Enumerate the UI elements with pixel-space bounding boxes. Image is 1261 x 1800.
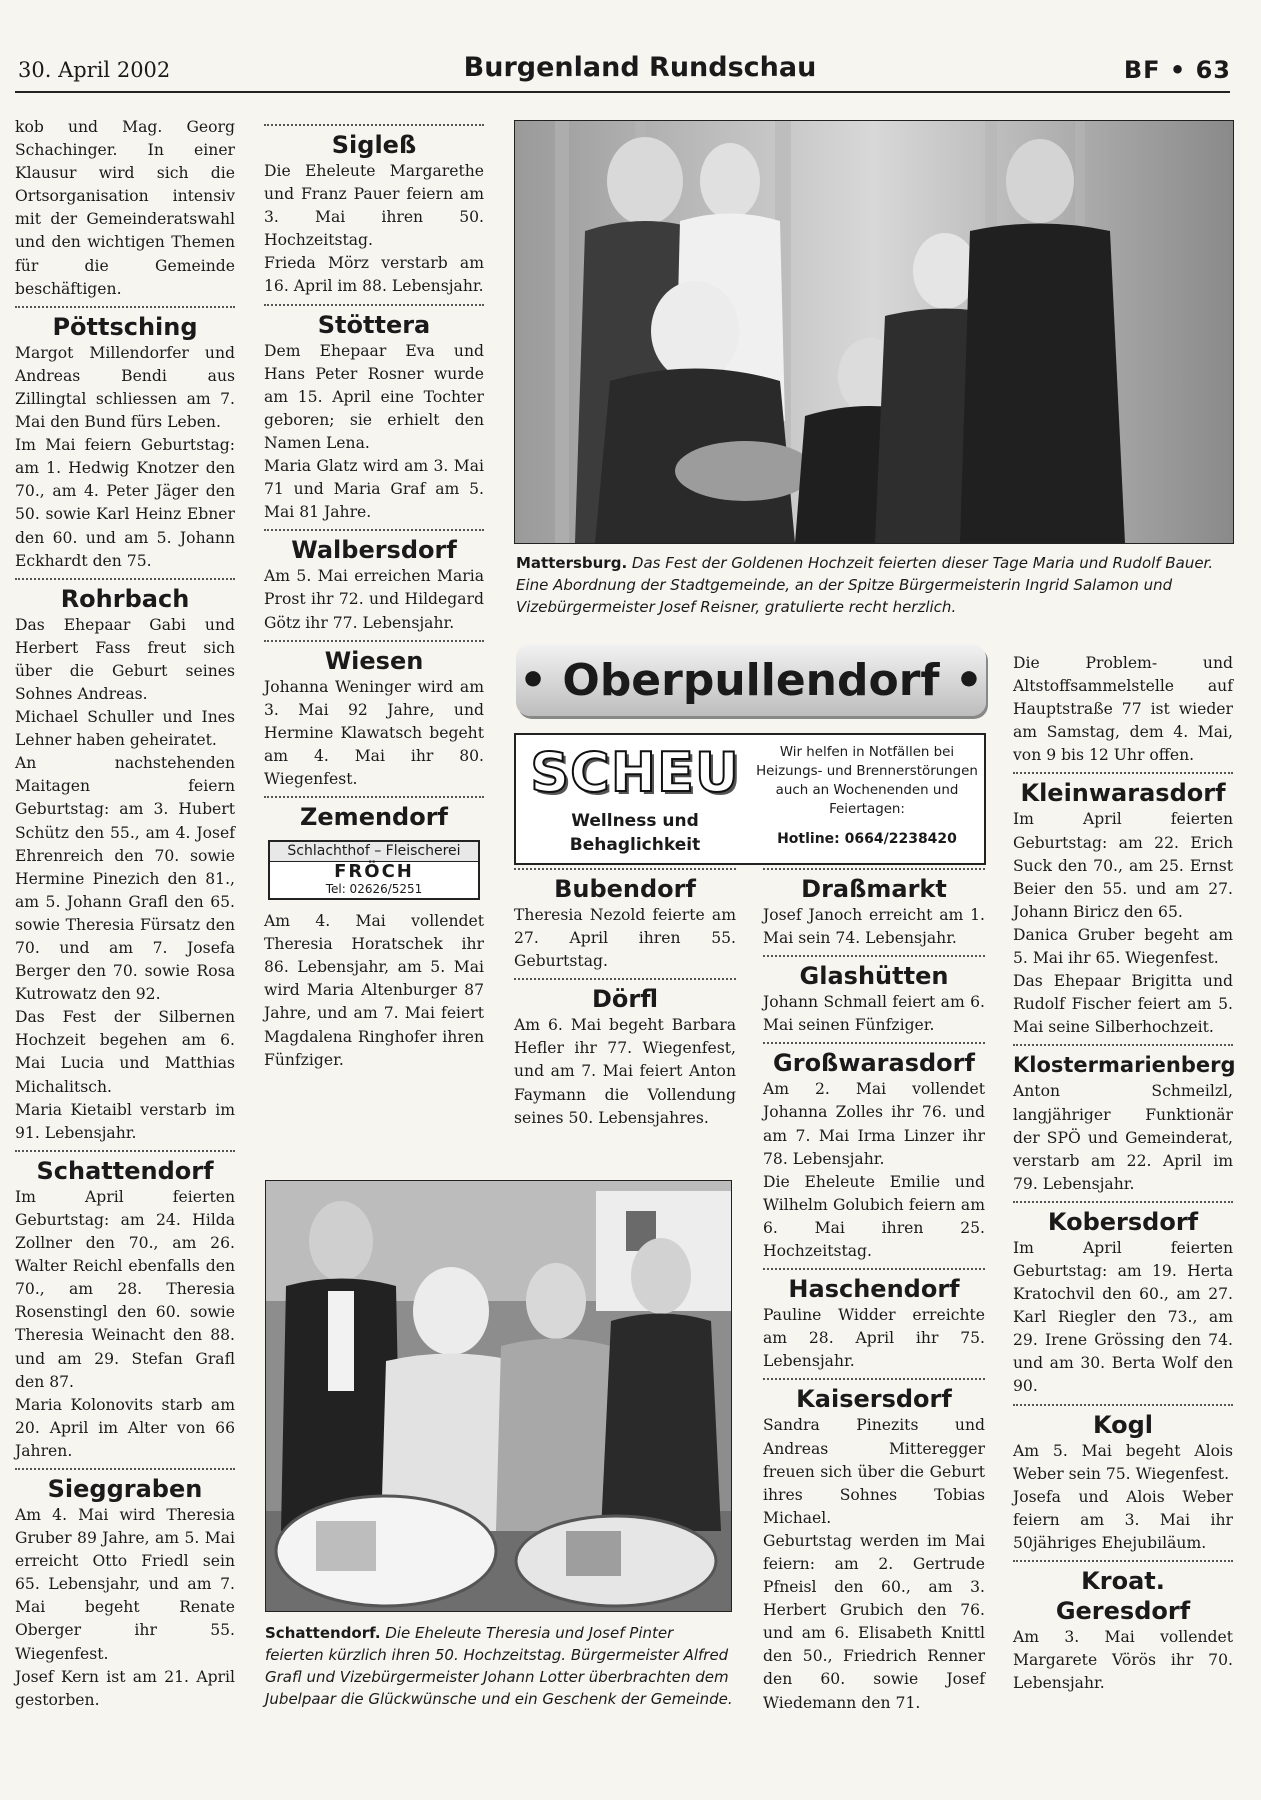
dotted-separator [264, 124, 484, 126]
article-text: Am 2. Mai vollendet Johanna Zolles ihr 76. und am 7. Mai Irma Linzer ihr 78. Lebensjahr. [763, 1080, 985, 1168]
dotted-separator [15, 1150, 235, 1152]
place-heading: Wiesen [324, 646, 424, 675]
dotted-separator [264, 304, 484, 306]
place-heading: Sieggraben [47, 1474, 203, 1503]
column-3 [514, 866, 736, 1130]
article-text: Josef Janoch erreicht am 1. Mai sein 74. Lebensjahr. [763, 906, 985, 948]
place-heading: Rohrbach [60, 584, 190, 613]
ad-phone: Tel: 02626/5251 [325, 882, 423, 897]
caption-text: Die Eheleute Theresia und Josef Pinter feierten kürzlich ihren 50. Hochzeitstag. Bürgermeister Alfred Grafl und Vizebürgermeister Johann Lotter überbrachten dem Jubelpaar die Glückwünsche und ein Geschenk der Gemeinde. [265, 1624, 733, 1708]
newspaper-title: Burgenland Rundschau [463, 52, 817, 83]
dotted-separator [1013, 1560, 1233, 1562]
dotted-separator [1013, 1404, 1233, 1406]
dotted-separator [763, 1268, 985, 1270]
scheu-logo: SCHEU [530, 741, 740, 804]
place-heading: Kogl [1092, 1410, 1154, 1439]
photo-image [266, 1181, 731, 1611]
column-5 [1013, 652, 1236, 1695]
article-text: Das Ehepaar Gabi und Herbert Fass freut sich über die Geburt seines Sohnes Andreas. [15, 615, 235, 703]
place-heading: Kaisersdorf [796, 1385, 952, 1414]
article-text: Im April feierten Geburtstag: am 19. Herta Kratochvil den 60., am 27. Karl Riegler den 73., am 29. Irene Grössing den 74. und am 30. Berta Wolf den 90. [1013, 1238, 1233, 1396]
photo-mattersburg [514, 120, 1234, 544]
article-text: Johann Schmall feiert am 6. Mai seinen Fünfziger. [763, 993, 985, 1035]
dotted-separator [15, 1468, 235, 1470]
article-text: Im Mai feiern Geburtstag: am 1. Hedwig Knotzer den 70., am 4. Peter Jäger den 50. sowie Karl Heinz Ebner den 60. und am 5. Johann Eckhardt den 75. [15, 436, 235, 570]
dotted-separator [1013, 1044, 1233, 1046]
column-4 [763, 866, 985, 1715]
article-text: Am 6. Mai begeht Barbara Hefler ihr 77. Wiegenfest, und am 7. Mai feiert Anton Faymann die Vollendung seines 50. Lebensjahres. [514, 1016, 736, 1127]
place-heading: Pöttsching [52, 312, 198, 341]
place-heading: Bubendorf [554, 875, 696, 903]
dotted-separator [514, 868, 736, 870]
place-heading: Sigleß [331, 131, 417, 159]
article-text: Im April feierten Geburtstag: am 22. Erich Suck den 70., am 25. Ernst Beier den 55. und am 27. Johann Biricz den 65. [1013, 810, 1233, 921]
photo-image [515, 121, 1233, 543]
article-text: Michael Schuller und Ines Lehner haben geheiratet. [15, 708, 235, 750]
place-heading: Dörfl [591, 985, 659, 1014]
article-text: Die Eheleute Emilie und Wilhelm Golubich feiern am 6. Mai ihren 25. Hochzeitstag. [763, 1172, 985, 1261]
article-text: Pauline Widder erreichte am 28. April ihr 75. Lebensjahr. [763, 1306, 985, 1371]
ad-brand: FRÖCH [334, 861, 414, 883]
photo-caption-schattendorf [265, 1622, 733, 1710]
dotted-separator [763, 955, 985, 957]
dotted-separator [15, 306, 235, 308]
dotted-separator [514, 978, 736, 980]
place-heading: Haschendorf [788, 1275, 960, 1304]
place-heading: Kroat. Geresdorf [1055, 1567, 1191, 1625]
dotted-separator [763, 1378, 985, 1380]
article-text: Die Eheleute Margarethe und Franz Pauer feiern am 3. Mai ihren 50. Hochzeitstag. [264, 162, 484, 250]
article-text: Im April feierten Geburtstag: am 24. Hilda Zollner den 70., am 26. Walter Reichl ebenfalls den 70., am 28. Theresia Rosenstingl den 60. sowie Theresia Weinacht den 88. und am 29. Stefan Grafl den 87. [15, 1187, 235, 1391]
article-text: Dem Ehepaar Eva und Hans Peter Rosner wurde am 15. April eine Tochter geboren; sie erhielt den Namen Lena. [264, 341, 484, 452]
place-heading: Großwarasdorf [773, 1049, 975, 1078]
dotted-separator [763, 1042, 985, 1044]
article-text: Die Problem- und Altstoffsammelstelle auf Hauptstraße 77 ist wieder am Samstag, dem 4. Mai, von 9 bis 12 Uhr offen. [1013, 654, 1233, 765]
dotted-separator [15, 578, 235, 580]
header-rule [15, 91, 1230, 93]
article-text: Margot Millendorfer und Andreas Bendi aus Zillingtal schliessen am 7. Mai den Bund fürs Leben. [15, 343, 235, 432]
article-text: Maria Kolonovits starb am 20. April im Alter von 66 Jahren. [15, 1395, 235, 1460]
article-text: Frieda Mörz verstarb am 16. April im 88. Lebensjahr. [264, 254, 484, 296]
article-text: Am 5. Mai begeht Alois Weber sein 75. Wiegenfest. [1013, 1441, 1233, 1483]
article-text: Geburtstag werden im Mai feiern: am 2. Gertrude Pfneisl den 60., am 3. Herbert Grubich den 76. und am 6. Elisabeth Knittl den 50., Friedrich Renner den 60. sowie Josef Wiedemann den 71. [763, 1531, 985, 1712]
article-text: Am 4. Mai wird Theresia Gruber 89 Jahre, am 5. Mai erreicht Otto Friedl sein 65. Lebensjahr, und am 7. Mai begeht Renate Oberger ihr 55. Wiegenfest. [15, 1505, 235, 1663]
ad-line: Schlachthof – Fleischerei [270, 842, 478, 862]
column-1 [15, 116, 235, 1712]
place-heading: Glashütten [799, 962, 949, 991]
article-text: An nachstehenden Maitagen feiern Geburtstag: am 3. Hubert Schütz den 55., am 4. Josef Ehrenreich den 70. sowie Hermine Pinezich den 81., am 5. Johann Grafl den 65. sowie Theresia Fürsatz den 70. und am 7. Josefa Berger den 70. sowie Rosa Kutrowatz den 92. [15, 754, 235, 1004]
scheu-tagline-2: Behaglichkeit [569, 835, 701, 855]
article-text: Sandra Pinezits und Andreas Mitteregger freuen sich über die Geburt ihres Sohnes Tobias Michael. [763, 1416, 985, 1527]
caption-place: Mattersburg. [516, 554, 628, 572]
place-heading: Klostermarienberg [1013, 1053, 1236, 1078]
article-text: Anton Schmeilzl, langjähriger Funktionär der SPÖ und Gemeinderat, verstarb am 22. April im 79. Lebensjahr. [1013, 1082, 1233, 1193]
article-text: Maria Kietaibl verstarb im 91. Lebensjahr. [15, 1100, 235, 1142]
article-text: Am 5. Mai erreichen Maria Prost ihr 72. und Hildegard Götz ihr 77. Lebensjahr. [264, 567, 484, 632]
article-text: kob und Mag. Georg Schachinger. In einer Klausur wird sich die Ortsorganisation intensiv mit der Gemeinderatswahl und den wichtigen Themen für die Gemeinde beschäftigen. [15, 118, 235, 298]
place-heading: Draßmarkt [801, 875, 947, 903]
dotted-separator [264, 640, 484, 642]
photo-caption-mattersburg [516, 552, 1230, 618]
article-text: Danica Gruber begeht am 5. Mai ihr 65. Wiegenfest. [1013, 925, 1233, 968]
scheu-hotline: Hotline: 0664/2238420 [777, 831, 957, 847]
article-text: Josef Kern ist am 21. April gestorben. [15, 1667, 235, 1709]
scheu-tagline [524, 809, 746, 857]
issue-date: 30. April 2002 [18, 58, 171, 82]
place-heading: Stöttera [317, 310, 431, 339]
place-heading: Schattendorf [36, 1156, 214, 1185]
oberpullendorf-banner: • Oberpullendorf • [516, 644, 986, 716]
place-heading: Kobersdorf [1047, 1207, 1199, 1236]
article-text: Theresia Nezold feierte am 27. April ihren 55. Geburtstag. [514, 906, 736, 971]
article-text: Josefa und Alois Weber feiern am 3. Mai ihr 50jähriges Ehejubiläum. [1013, 1487, 1233, 1552]
dotted-separator [763, 868, 985, 870]
photo-schattendorf [265, 1180, 732, 1612]
page-number: BF • 63 [1123, 56, 1231, 84]
dotted-separator [264, 796, 484, 798]
scheu-tagline-1: Wellness und [571, 811, 699, 831]
dotted-separator [1013, 1201, 1233, 1203]
dotted-separator [1013, 772, 1233, 774]
article-text: Am 3. Mai vollendet Margarete Vörös ihr 70. Lebensjahr. [1013, 1628, 1233, 1693]
article-text: Maria Glatz wird am 3. Mai 71 und Maria Graf am 5. Mai 81 Jahre. [264, 457, 484, 522]
place-heading: Kleinwarasdorf [1020, 779, 1226, 808]
article-text: Das Ehepaar Brigitta und Rudolf Fischer feiert am 5. Mai seine Silberhochzeit. [1013, 972, 1233, 1037]
froech-advertisement [268, 840, 480, 900]
article-text: Am 4. Mai vollendet Theresia Horatschek ihr 86. Lebensjahr, am 5. Mai wird Maria Altenburger 87 Jahre, und am 7. Mai feiert Magdalena Ringhofer ihren Fünfziger. [264, 912, 484, 1069]
caption-place: Schattendorf. [265, 1624, 381, 1642]
place-heading: Zemendorf [300, 803, 448, 832]
dotted-separator [264, 529, 484, 531]
scheu-advertisement [514, 733, 986, 865]
caption-text: Das Fest der Goldenen Hochzeit feierten dieser Tage Maria und Rudolf Bauer. Eine Abordnung der Stadtgemeinde, an der Spitze Bürgermeisterin Ingrid Salamon und Vizebürgermeister Josef Reisner, gratulierte recht herzlich. [516, 554, 1214, 616]
article-text: Das Fest der Silbernen Hochzeit begehen am 6. Mai Lucia und Matthias Michalitsch. [15, 1008, 235, 1096]
place-heading: Walbersdorf [291, 536, 457, 565]
scheu-service-text: Wir helfen in Notfällen bei Heizungs- und Brennerstörungen auch an Wochenenden und Feiertagen: [756, 745, 978, 817]
column-2 [264, 116, 484, 1072]
article-text: Johanna Weninger wird am 3. Mai 92 Jahre, und Hermine Klawatsch begeht am 4. Mai ihr 80. Wiegenfest. [264, 677, 484, 788]
